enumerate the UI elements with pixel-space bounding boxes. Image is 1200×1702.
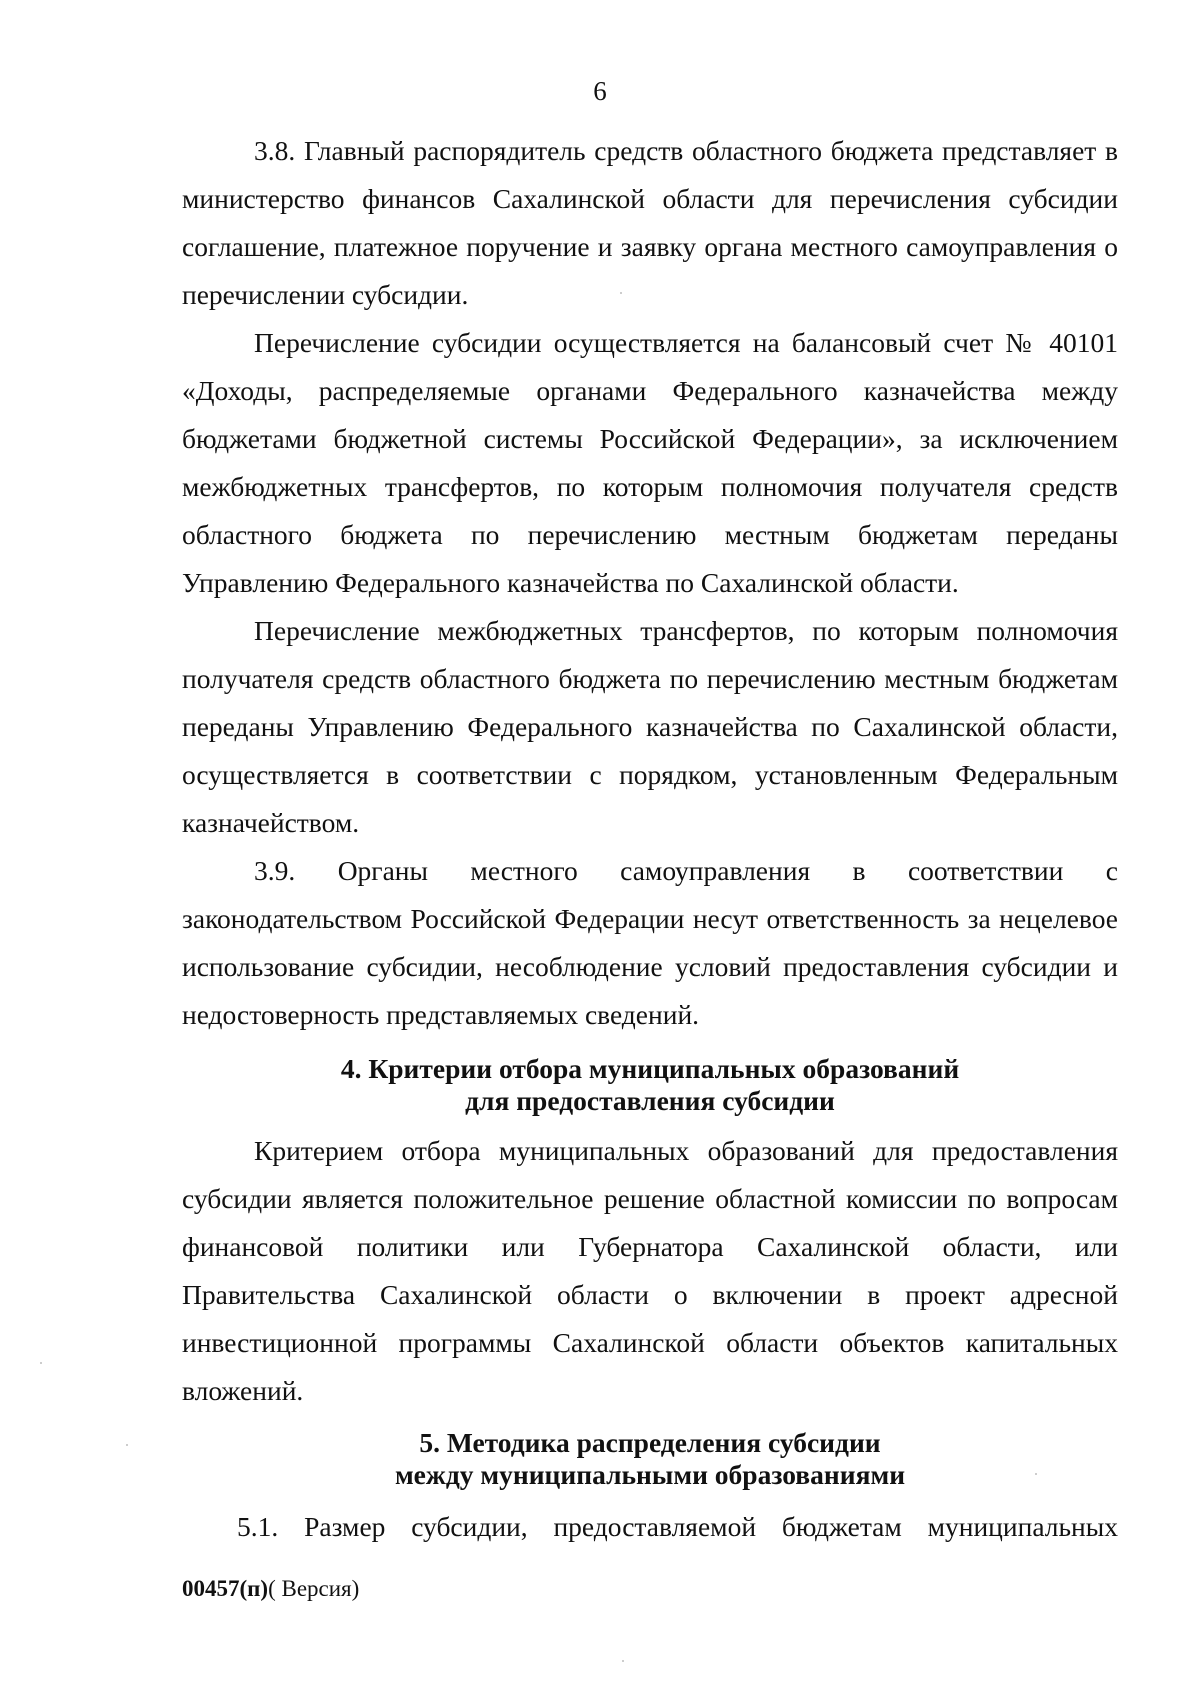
scan-speck: [1035, 1473, 1037, 1475]
section-heading-4-line1: 4. Критерии отбора муниципальных образований: [340, 1053, 960, 1084]
section-heading-5-line2: между муниципальными образованиями: [394, 1459, 906, 1490]
document-version: ( Версия): [268, 1576, 360, 1601]
document-body: [182, 127, 1118, 1551]
section-heading-4: [182, 1053, 1118, 1117]
document-footer: [182, 1575, 359, 1603]
scan-speck: [620, 292, 622, 294]
paragraph-selection-criteria: Критерием отбора муниципальных образований для предоставления субсидии является положительное решение областной комиссии по вопросам финансовой политики или Губернатора Сахалинской области, или Правительства Сахалинской области о включении в проект адресной инвестиционной программы Сахалинской области объектов капитальных вложений.: [182, 1135, 1118, 1406]
scan-speck: [622, 1660, 624, 1662]
paragraph-transfer-account: Перечисление субсидии осуществляется на балансовый счет № 40101 «Доходы, распределяемые органами Федерального казначейства между бюджетами бюджетной системы Российской Федерации», за исключением межбюджетных трансфертов, по которым полномочия получателя средств областного бюджета по перечислению местным бюджетам переданы Управлению Федерального казначейства по Сахалинской области.: [182, 327, 1118, 598]
paragraph-3-9: 3.9. Органы местного самоуправления в соответствии с законодательством Российской Федерации несут ответственность за нецелевое использование субсидии, несоблюдение условий предоставления субсидии и недостоверность представляемых сведений.: [182, 855, 1118, 1030]
document-code: 00457(п): [182, 1576, 269, 1601]
page-number: 6: [593, 76, 607, 106]
paragraph-interbudget-transfers: Перечисление межбюджетных трансфертов, по которым полномочия получателя средств областного бюджета по перечислению местным бюджетам переданы Управлению Федерального казначейства по Сахалинской области, осуществляется в соответствии с порядком, установленным Федеральным казначейством.: [182, 615, 1118, 838]
section-heading-5: [182, 1427, 1118, 1491]
paragraph-5-1: 5.1. Размер субсидии, предоставляемой бюджетам муниципальных: [237, 1511, 1118, 1542]
section-heading-4-line2: для предоставления субсидии: [465, 1085, 835, 1116]
paragraph-3-8: 3.8. Главный распорядитель средств областного бюджета представляет в министерство финансов Сахалинской области для перечисления субсидии соглашение, платежное поручение и заявку органа местного самоуправления о перечислении субсидии.: [182, 135, 1118, 310]
section-heading-5-line1: 5. Методика распределения субсидии: [419, 1427, 881, 1458]
scan-speck: [40, 1362, 42, 1364]
scan-speck: [126, 1444, 128, 1446]
